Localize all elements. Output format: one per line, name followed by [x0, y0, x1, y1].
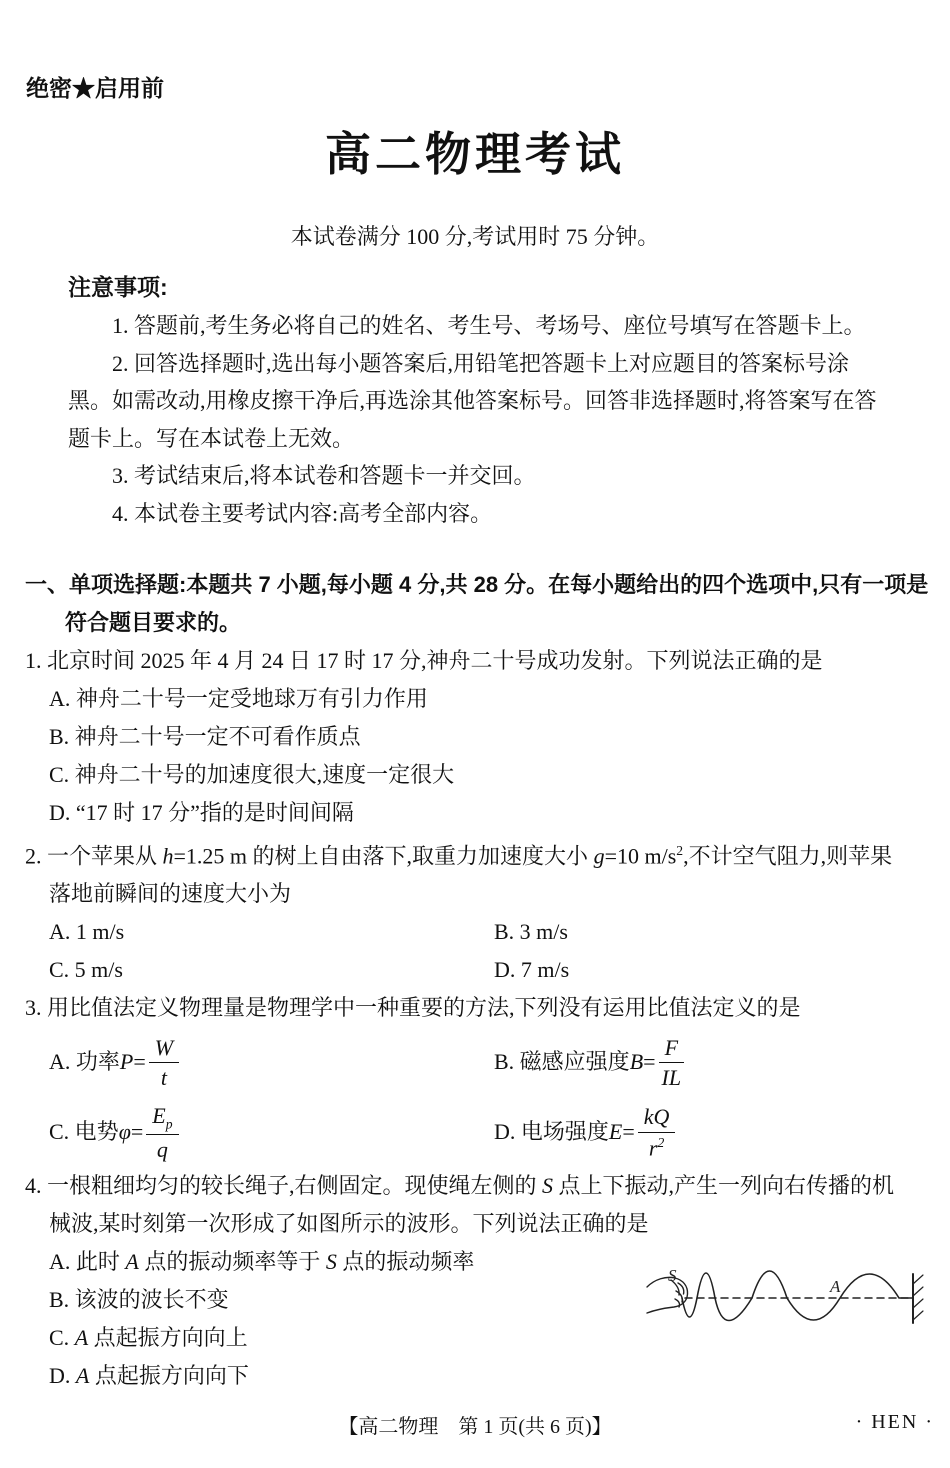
question-1-option-c: C. 神舟二十号的加速度很大,速度一定很大	[49, 762, 455, 787]
question-4-stem	[25, 1167, 908, 1243]
exam-title: 高二物理考试	[325, 129, 625, 180]
stem-text: ,不计空气阻力,则苹果落地前瞬间的速度大小为	[49, 843, 893, 907]
option-text: D.	[49, 1363, 76, 1389]
notice-item-2: 2. 回答选择题时,选出每小题答案后,用铅笔把答题卡上对应题目的答案标号涂黑。如需改动,用橡皮擦干净后,再选涂其他答案标号。回答非选择题时,将答案写在答题卡上。写在本试卷上无效。	[68, 350, 877, 451]
question-3-options-row-1	[49, 1027, 908, 1097]
question-3-option-c	[49, 1097, 494, 1167]
question-2	[25, 832, 908, 989]
question-3-stem: 3. 用比值法定义物理量是物理学中一种重要的方法,下列没有运用比值法定义的是	[25, 995, 801, 1021]
fraction-numerator: W	[149, 1035, 179, 1063]
math-var-s: S	[542, 1173, 554, 1199]
notice-section	[68, 267, 888, 532]
numerator-base: E	[152, 1102, 166, 1128]
question-2-option-a: A. 1 m/s	[49, 919, 125, 945]
math-var-h: h	[162, 843, 174, 869]
question-2-stem	[25, 832, 908, 913]
notice-heading: 注意事项:	[68, 274, 168, 300]
formula-symbol: P	[119, 1049, 134, 1075]
stem-text: 点上下振动,产生一列向右传播的机械波,某时刻第一次形成了如图所示的波形。下列说法正确的是	[49, 1173, 895, 1237]
fraction-numerator: F	[659, 1035, 684, 1063]
math-var-a: A	[75, 1363, 90, 1389]
question-2-option-d: D. 7 m/s	[494, 957, 570, 983]
math-var-a: A	[125, 1249, 139, 1275]
option-label: D. 电场强度	[494, 1119, 609, 1145]
fraction-denominator: t	[160, 1064, 167, 1090]
question-3-option-a	[49, 1027, 494, 1097]
question-1-stem: 1. 北京时间 2025 年 4 月 24 日 17 时 17 分,神舟二十号成功发射。下列说法正确的是	[25, 648, 823, 673]
figure-label-s: S	[668, 1266, 677, 1286]
page-footer	[0, 1410, 950, 1439]
formula-symbol: φ	[118, 1119, 131, 1145]
option-label: B. 磁感应强度	[494, 1049, 630, 1075]
question-1	[25, 642, 908, 832]
numerator-subscript: p	[165, 1116, 173, 1132]
math-var-s: S	[325, 1249, 337, 1275]
formula-symbol: B	[629, 1049, 644, 1075]
wave-curve	[682, 1271, 913, 1321]
fraction-denominator: q	[156, 1136, 168, 1162]
option-text: 点起振方向向下	[89, 1363, 249, 1389]
question-1-option-b: B. 神舟二十号一定不可看作质点	[49, 724, 361, 749]
notice-item-4: 4. 本试卷主要考试内容:高考全部内容。	[112, 500, 493, 526]
figure-label-a: A	[830, 1277, 841, 1297]
fraction-denominator	[638, 1133, 676, 1161]
stem-text: 4. 一根粗细均匀的较长绳子,右侧固定。现使绳左侧的	[25, 1173, 543, 1199]
question-2-option-c: C. 5 m/s	[49, 957, 123, 983]
fraction-numerator	[146, 1103, 178, 1135]
stem-text: 的树上自由落下,取重力加速度大小	[247, 843, 594, 869]
math-text: =10 m/s	[604, 843, 677, 869]
exam-subtitle: 本试卷满分 100 分,考试用时 75 分钟。	[290, 224, 660, 249]
fraction	[149, 1035, 179, 1091]
math-superscript: 2	[676, 843, 684, 858]
stem-text: 2. 一个苹果从	[25, 843, 163, 869]
question-1-options	[49, 680, 908, 832]
question-3-option-d	[494, 1097, 675, 1167]
equals-sign: =	[133, 1049, 146, 1075]
question-3	[25, 989, 908, 1167]
math-var-a: A	[74, 1325, 89, 1351]
question-3-options-row-2	[49, 1097, 908, 1167]
notice-item-3: 3. 考试结束后,将本试卷和答题卡一并交回。	[112, 463, 536, 488]
security-classification: 绝密★启用前	[26, 75, 164, 101]
denominator-superscript: 2	[657, 1134, 665, 1150]
fraction-denominator: IL	[661, 1064, 682, 1090]
option-label: C. 电势	[49, 1119, 119, 1145]
option-text: 点的振动频率等于	[138, 1249, 326, 1275]
question-3-option-b	[494, 1027, 684, 1097]
fraction	[638, 1104, 676, 1160]
question-4	[25, 1167, 908, 1395]
option-label: A. 功率	[49, 1049, 120, 1075]
math-text: =1.25 m	[173, 843, 248, 869]
option-text: 点的振动频率	[336, 1249, 475, 1275]
denominator-base: r	[648, 1134, 658, 1160]
fraction	[146, 1103, 178, 1162]
section-heading: 一、单项选择题:本题共 7 小题,每小题 4 分,共 28 分。在每小题给出的四个选项中,只有一项是符合题目要求的。	[25, 572, 929, 635]
question-1-option-d: D. “17 时 17 分”指的是时间间隔	[49, 800, 354, 825]
option-text: 点起振方向向上	[88, 1325, 248, 1351]
question-4-option-d	[49, 1357, 908, 1395]
equals-sign: =	[643, 1049, 656, 1075]
rope-wave-figure	[645, 1250, 941, 1346]
fraction-numerator: kQ	[638, 1104, 676, 1132]
equals-sign: =	[130, 1119, 144, 1145]
fraction	[659, 1035, 684, 1091]
option-text: C.	[49, 1325, 75, 1351]
footer-page-info: 【高二物理 第 1 页(共 6 页)】	[338, 1416, 612, 1438]
question-2-options	[49, 913, 908, 989]
notice-item-1: 1. 答题前,考生务必将自己的姓名、考生号、考场号、座位号填写在答题卡上。	[112, 313, 866, 338]
option-text: A. 此时	[49, 1249, 126, 1275]
question-2-option-b: B. 3 m/s	[494, 919, 568, 945]
question-4-option-b: B. 该波的波长不变	[49, 1287, 229, 1313]
footer-region-code: · HEN ·	[855, 1411, 934, 1433]
fixed-wall	[913, 1274, 923, 1323]
math-var-g: g	[593, 843, 605, 869]
question-1-option-a: A. 神舟二十号一定受地球万有引力作用	[49, 686, 428, 711]
formula-symbol: E	[608, 1119, 623, 1145]
equals-sign: =	[622, 1119, 635, 1145]
